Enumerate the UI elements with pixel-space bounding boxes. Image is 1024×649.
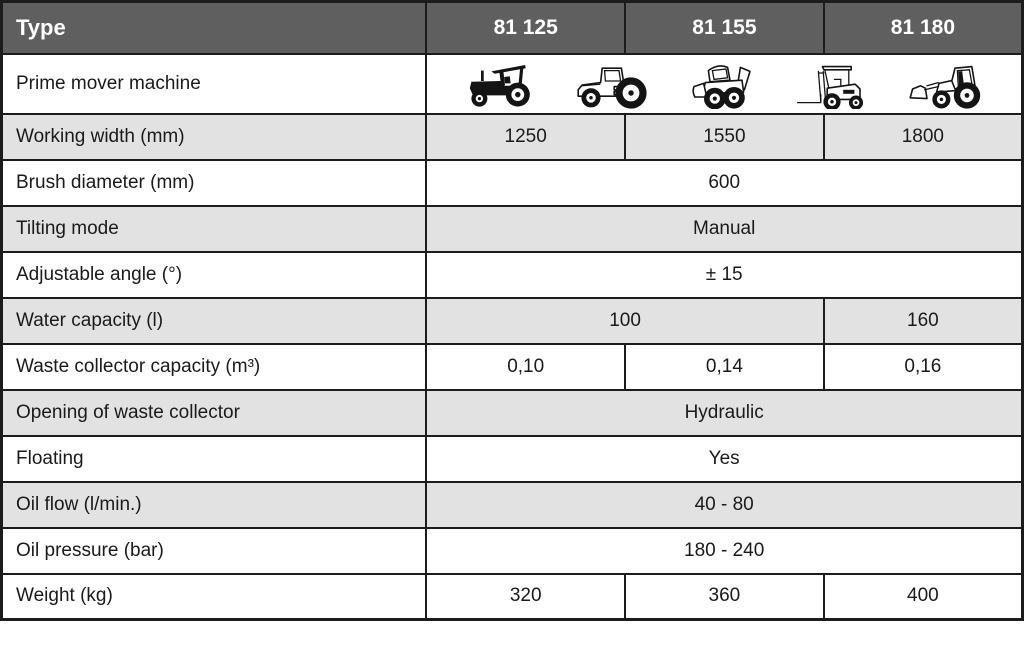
value-oil-flow: 40 - 80: [426, 482, 1022, 528]
value-waste-capacity-81-155: 0,14: [625, 344, 824, 390]
skid-steer-icon: [686, 61, 763, 109]
prime-mover-row: [2, 54, 1023, 114]
row-oil-flow: [2, 482, 1023, 528]
value-working-width-81-155: 1550: [625, 114, 824, 160]
row-label-working-width: Working width (mm): [2, 114, 427, 160]
row-water-capacity: [2, 298, 1023, 344]
row-brush-diameter: [2, 160, 1023, 206]
row-weight: [2, 574, 1023, 620]
column-header-81-180: 81 180: [824, 2, 1023, 54]
value-waste-capacity-81-180: 0,16: [824, 344, 1023, 390]
type-header: Type: [2, 2, 427, 54]
value-water-capacity-small: 100: [426, 298, 823, 344]
value-adjustable-angle: ± 15: [426, 252, 1022, 298]
row-label-brush-diameter: Brush diameter (mm): [2, 160, 427, 206]
value-waste-capacity-81-125: 0,10: [426, 344, 625, 390]
value-working-width-81-125: 1250: [426, 114, 625, 160]
row-working-width: [2, 114, 1023, 160]
row-adjustable-angle: [2, 252, 1023, 298]
row-opening-waste-collector: [2, 390, 1023, 436]
header-row: [2, 2, 1023, 54]
row-label-water-capacity: Water capacity (l): [2, 298, 427, 344]
row-label-opening-waste-collector: Opening of waste collector: [2, 390, 427, 436]
column-header-81-155: 81 155: [625, 2, 824, 54]
row-tilting-mode: [2, 206, 1023, 252]
value-oil-pressure: 180 - 240: [426, 528, 1022, 574]
row-label-floating: Floating: [2, 436, 427, 482]
value-brush-diameter: 600: [426, 160, 1022, 206]
value-water-capacity-81-180: 160: [824, 298, 1023, 344]
value-working-width-81-180: 1800: [824, 114, 1023, 160]
prime-mover-icons: [427, 55, 1021, 113]
value-tilting-mode: Manual: [426, 206, 1022, 252]
row-oil-pressure: [2, 528, 1023, 574]
backhoe-loader-icon: [907, 61, 984, 109]
row-label-oil-flow: Oil flow (l/min.): [2, 482, 427, 528]
row-label-tilting-mode: Tilting mode: [2, 206, 427, 252]
value-opening-waste-collector: Hydraulic: [426, 390, 1022, 436]
value-floating: Yes: [426, 436, 1022, 482]
row-label-prime-mover: Prime mover machine: [2, 54, 427, 114]
row-floating: [2, 436, 1023, 482]
row-label-weight: Weight (kg): [2, 574, 427, 620]
prime-mover-icons-cell: [426, 54, 1022, 114]
row-label-adjustable-angle: Adjustable angle (°): [2, 252, 427, 298]
row-waste-collector-capacity: [2, 344, 1023, 390]
row-label-waste-collector-capacity: Waste collector capacity (m³): [2, 344, 427, 390]
value-weight-81-155: 360: [625, 574, 824, 620]
forklift-icon: [796, 61, 873, 109]
cab-tractor-icon: [575, 61, 652, 109]
column-header-81-125: 81 125: [426, 2, 625, 54]
compact-tractor-icon: [465, 61, 542, 109]
value-weight-81-125: 320: [426, 574, 625, 620]
row-label-oil-pressure: Oil pressure (bar): [2, 528, 427, 574]
value-weight-81-180: 400: [824, 574, 1023, 620]
